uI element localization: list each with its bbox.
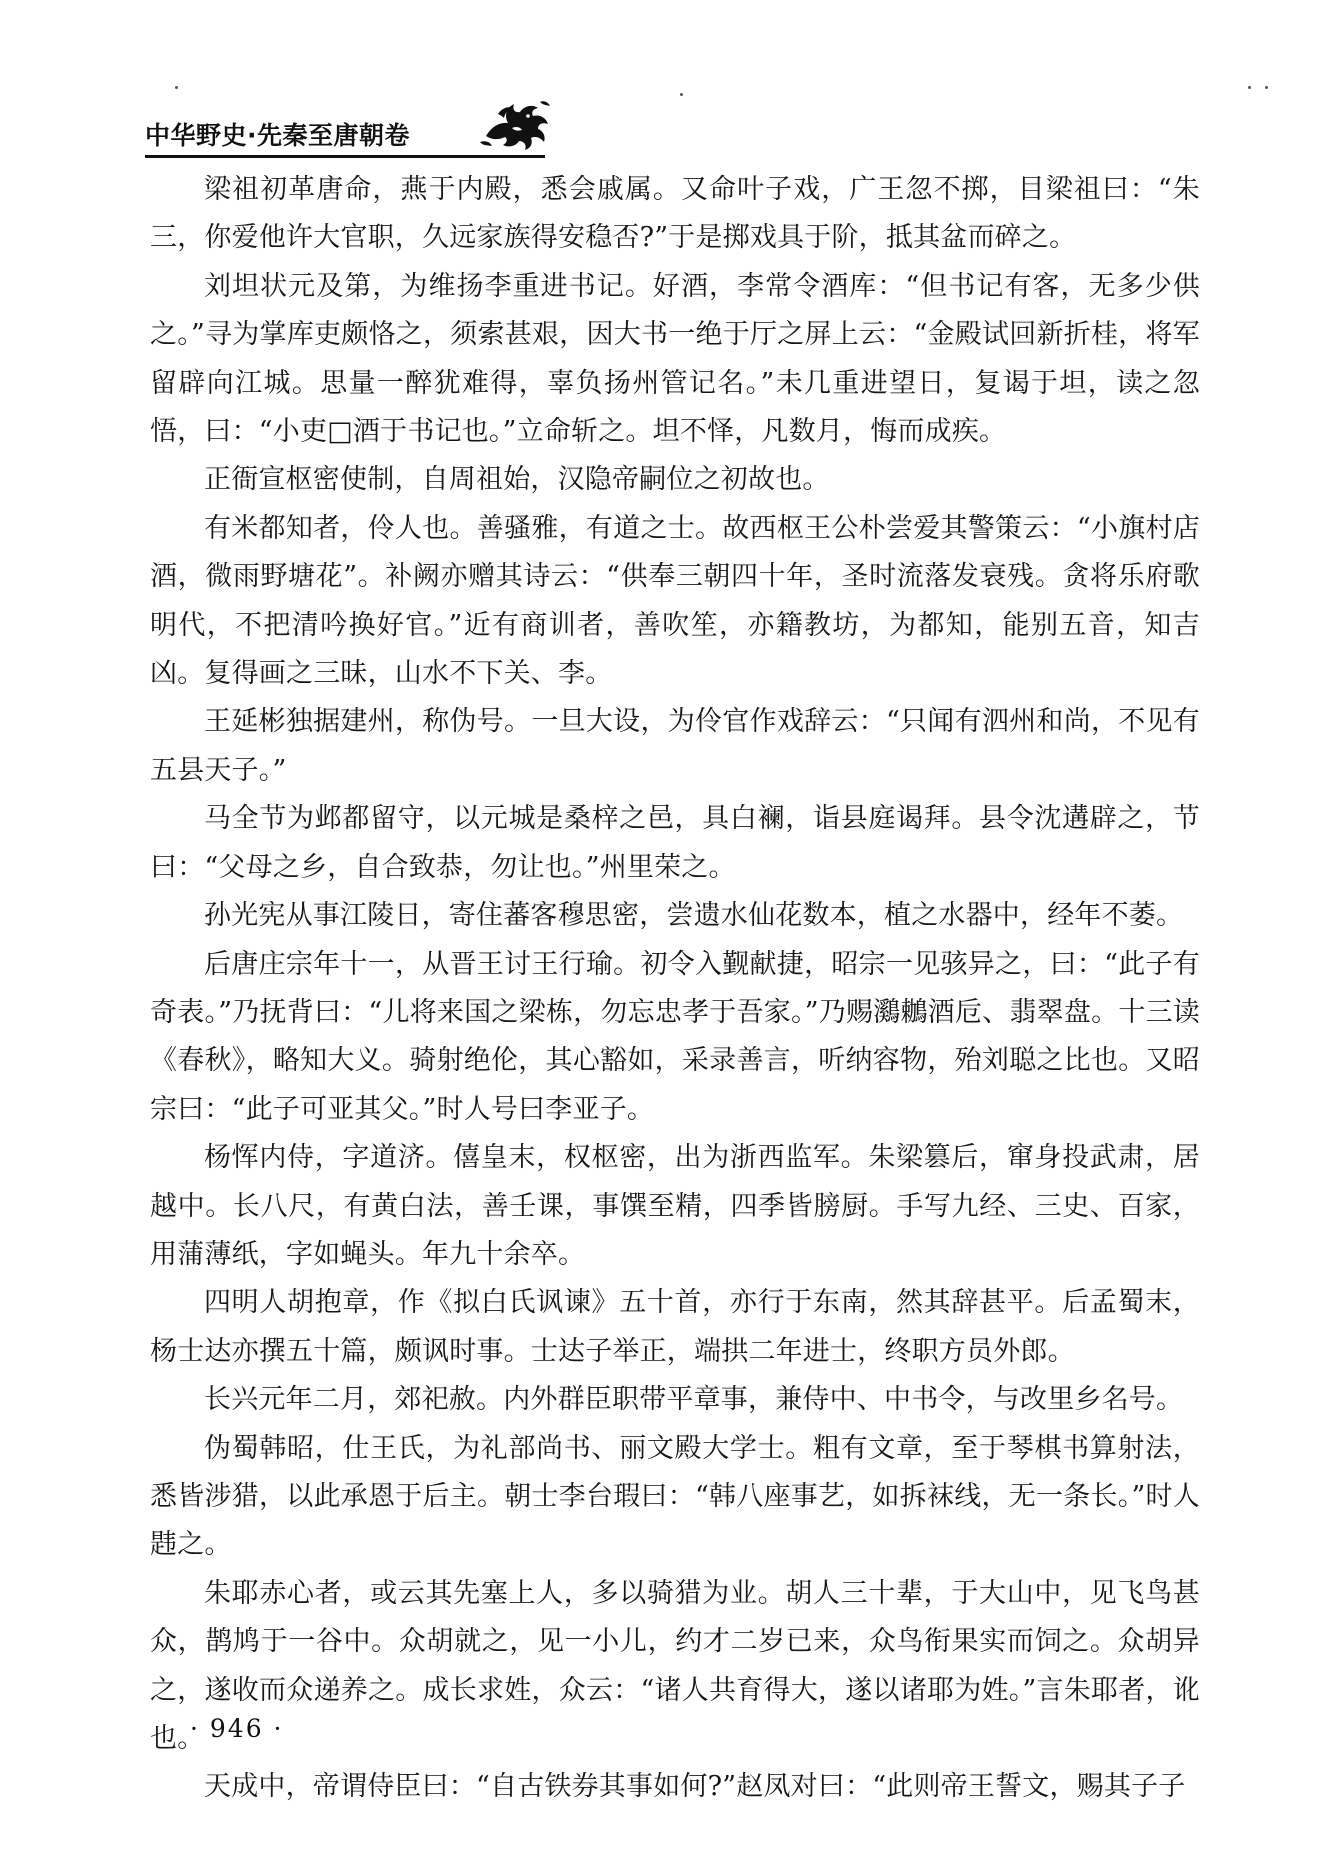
paragraph: 长兴元年二月，郊祀赦。内外群臣职带平章事，兼侍中、中书令，与改里乡名号。 (204, 1384, 1184, 1416)
scan-speck (175, 86, 178, 89)
scan-speck (1265, 86, 1268, 89)
paragraph: 马全节为邺都留守，以元城是桑梓之邑，具白襕，诣县庭谒拜。县令沈遘辟之，节曰：“父母之乡，自合致恭，勿让也。”州里荣之。 (150, 803, 1200, 883)
header-rule (145, 155, 545, 158)
paragraph: 正衙宣枢密使制，自周祖始，汉隐帝嗣位之初故也。 (204, 464, 830, 496)
dragon-emblem-icon (478, 96, 554, 152)
running-header (145, 96, 555, 156)
paragraph: 朱耶赤心者，或云其先塞上人，多以骑猎为业。胡人三十辈，于大山中，见飞鸟甚众，鹊鸠于一谷中。众胡就之，见一小儿，约才二岁已来，众鸟衔果实而饲之。众胡异之，遂收而众递养之。成长求姓，众云：“诸人共育得大，遂以诸耶为姓。”言朱耶者，讹也。 (150, 1577, 1200, 1754)
paragraph: 王延彬独据建州，称伪号。一旦大设，为伶官作戏辞云：“只闻有泗州和尚，不见有五县天子。” (150, 706, 1200, 786)
paragraph: 后唐庄宗年十一，从晋王讨王行瑜。初令入觐献捷，昭宗一见骇异之，曰：“此子有奇表。”乃抚背曰：“儿将来国之梁栋，勿忘忠孝于吾家。”乃赐鸂鶒酒卮、翡翠盘。十三读《春秋》，略知大义。骑射绝伦，其心豁如，采录善言，听纳容物，殆刘聪之比也。又昭宗曰：“此子可亚其父。”时人号曰李亚子。 (150, 948, 1200, 1125)
paragraph: 有米都知者，伶人也。善骚雅，有道之士。故西枢王公朴尝爱其警策云：“小旗村店酒，微雨野塘花”。补阙亦赠其诗云：“供奉三朝四十年，圣时流落发衰残。贪将乐府歌明代，不把清吟换好官。”近有商训者，善吹笙，亦籍教坊，为都知，能别五音，知吉凶。复得画之三昧，山水不下关、李。 (150, 512, 1200, 690)
main-text (150, 166, 1200, 1812)
paragraph: 梁祖初革唐命，燕于内殿，悉会戚属。又命叶子戏，广王忽不掷，目梁祖曰：“朱三，你爱他许大官职，久远家族得安稳否?”于是掷戏具于阶，抵其盆而碎之。 (150, 174, 1200, 254)
paragraph: 刘坦状元及第，为维扬李重进书记。好酒，李常令酒库：“但书记有客，无多少供之。”寻为掌库吏颇恪之，须索甚艰，因大书一绝于厅之屏上云：“金殿试回新折桂，将军留辟向江城。思量一醉犹难得，辜负扬州管记名。”未几重进望日，复谒于坦，读之忽悟，曰：“小吏□酒于书记也。”立命斩之。坦不怿，凡数月，悔而成疾。 (150, 270, 1200, 448)
scan-speck (680, 93, 683, 96)
page-number: · 946 · (190, 1714, 284, 1743)
book-title: 中华野史·先秦至唐朝卷 (145, 121, 410, 150)
paragraph: 天成中，帝谓侍臣曰：“自古铁券其事如何?”赵凤对曰：“此则帝王誓文，赐其子子 (204, 1771, 1186, 1803)
paragraph: 孙光宪从事江陵日，寄住蕃客穆思密，尝遗水仙花数本，植之水器中，经年不萎。 (204, 900, 1184, 932)
paragraph: 伪蜀韩昭，仕王氏，为礼部尚书、丽文殿大学士。粗有文章，至于琴棋书算射法，悉皆涉猎，以此承恩于后主。朝士李台瑕曰：“韩八座事艺，如拆袜线，无一条长。”时人韪之。 (150, 1432, 1200, 1561)
paragraph: 杨恽内侍，字道济。僖皇末，权枢密，出为浙西监军。朱梁篡后，窜身投武肃，居越中。长八尺，有黄白法，善壬课，事馔至精，四季皆膀厨。手写九经、三史、百家，用蒲薄纸，字如蝇头。年九十余卒。 (150, 1142, 1200, 1270)
paragraph: 四明人胡抱章，作《拟白氏讽谏》五十首，亦行于东南，然其辞甚平。后孟蜀末，杨士达亦撰五十篇，颇讽时事。士达子举正，端拱二年进士，终职方员外郎。 (150, 1287, 1200, 1367)
scan-speck (1248, 86, 1251, 89)
